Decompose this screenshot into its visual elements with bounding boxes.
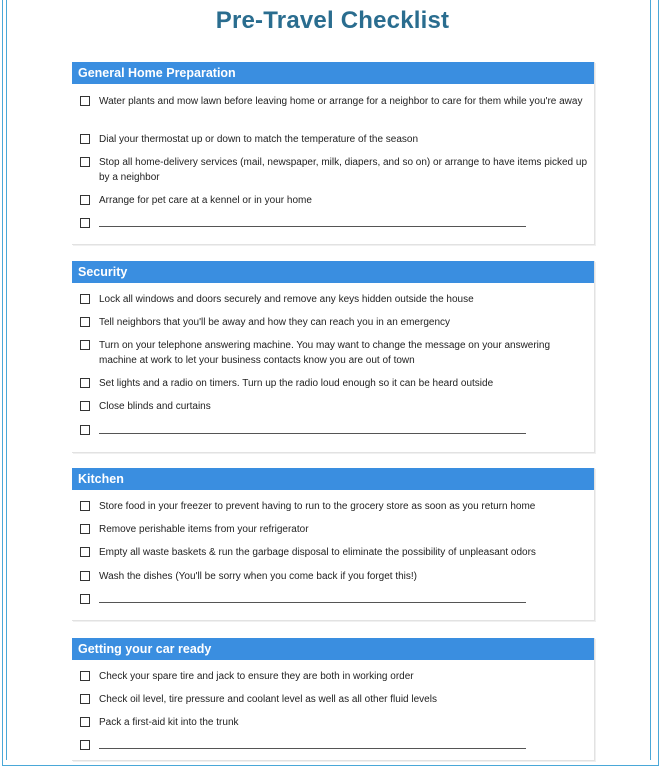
section-kitchen: [72, 468, 595, 621]
item-text: Check your spare tire and jack to ensure they are both in working order: [99, 671, 414, 682]
checkbox[interactable]: [80, 501, 90, 511]
section-heading: Security: [72, 261, 594, 283]
item-text: Lock all windows and doors securely and remove any keys hidden outside the house: [99, 294, 474, 305]
item-text: Arrange for pet care at a kennel or in your home: [99, 195, 312, 206]
checkbox[interactable]: [80, 694, 90, 704]
write-in-line[interactable]: [99, 226, 526, 227]
checkbox[interactable]: [80, 96, 90, 106]
checkbox[interactable]: [80, 524, 90, 534]
section-car: [72, 638, 595, 761]
item-text: Dial your thermostat up or down to match the temperature of the season: [99, 134, 419, 145]
checkbox[interactable]: [80, 294, 90, 304]
checkbox[interactable]: [80, 378, 90, 388]
write-in-line[interactable]: [99, 602, 526, 603]
item-text: Wash the dishes (You'll be sorry when you come back if you forget this!): [99, 571, 417, 582]
item-text: Store food in your freezer to prevent having to run to the grocery store as soon as you return home: [99, 501, 536, 512]
item-text: Turn on your telephone answering machine. You may want to change the message on your answering machine at work to let your business contacts know you are out of town: [99, 340, 551, 366]
write-in-line[interactable]: [99, 748, 526, 749]
checkbox[interactable]: [80, 425, 90, 435]
checkbox[interactable]: [80, 317, 90, 327]
section-heading: Kitchen: [72, 468, 594, 490]
item-text: Tell neighbors that you'll be away and how they can reach you in an emergency: [99, 317, 451, 328]
item-text: Close blinds and curtains: [99, 401, 211, 412]
section-heading: Getting your car ready: [72, 638, 594, 660]
checkbox[interactable]: [80, 547, 90, 557]
checkbox[interactable]: [80, 671, 90, 681]
write-in-line[interactable]: [99, 433, 526, 434]
item-text: Water plants and mow lawn before leaving home or arrange for a neighbor to care for them while you're away: [99, 96, 583, 107]
checkbox[interactable]: [80, 571, 90, 581]
item-text: Empty all waste baskets & run the garbage disposal to eliminate the possibility of unpleasant odors: [99, 547, 536, 558]
item-text: Remove perishable items from your refrigerator: [99, 524, 309, 535]
checkbox[interactable]: [80, 195, 90, 205]
section-security: [72, 261, 595, 453]
item-text: Pack a first-aid kit into the trunk: [99, 717, 239, 728]
item-text: Check oil level, tire pressure and coolant level as well as all other fluid levels: [99, 694, 437, 705]
checkbox[interactable]: [80, 594, 90, 604]
page-title: Pre-Travel Checklist: [215, 7, 450, 34]
checkbox[interactable]: [80, 401, 90, 411]
item-text: Set lights and a radio on timers. Turn up the radio loud enough so it can be heard outside: [99, 378, 494, 389]
item-text: Stop all home-delivery services (mail, newspaper, milk, diapers, and so on) or arrange to have items picked up by a neighbor: [99, 157, 588, 183]
checkbox[interactable]: [80, 717, 90, 727]
checkbox[interactable]: [80, 340, 90, 350]
section-general-home: [72, 62, 595, 245]
checkbox[interactable]: [80, 134, 90, 144]
section-heading: General Home Preparation: [72, 62, 594, 84]
checkbox[interactable]: [80, 740, 90, 750]
checkbox[interactable]: [80, 157, 90, 167]
checkbox[interactable]: [80, 218, 90, 228]
